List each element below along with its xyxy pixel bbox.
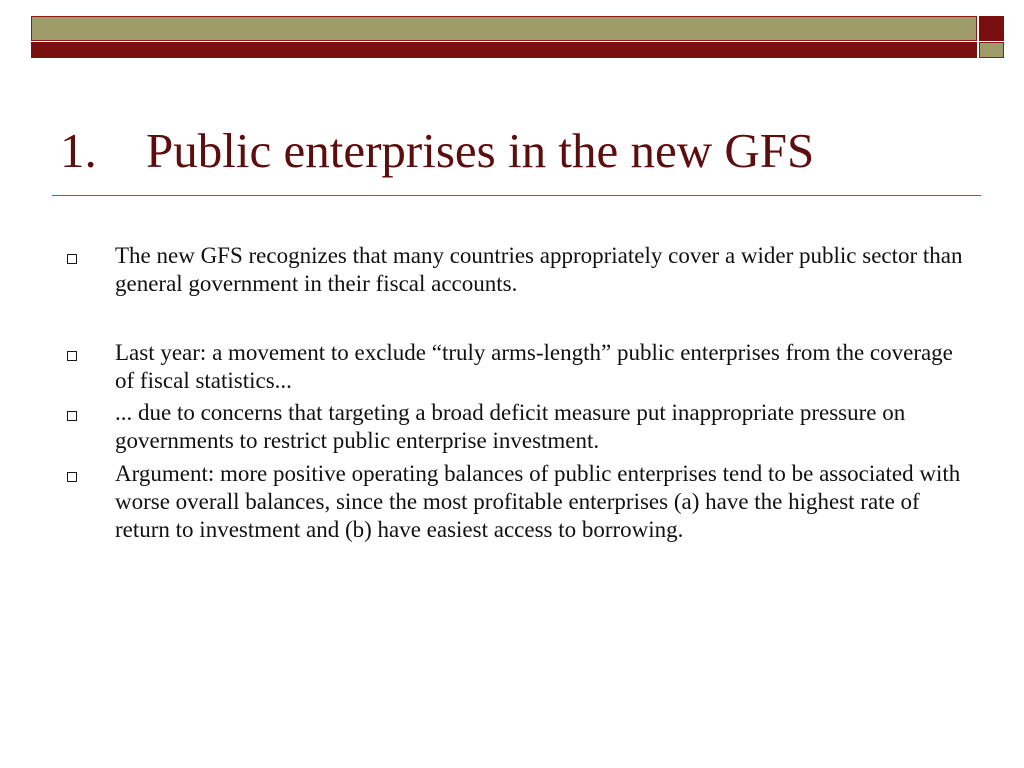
bullet-text: Argument: more positive operating balances of public enterprises tend to be associated with worse overall balances, since the most profitable enterprises (a) have the highest rate of return to investment and (b) have easiest access to borrowing. bbox=[115, 461, 961, 542]
hollow-square-icon bbox=[67, 472, 77, 482]
bullet-text: Last year: a movement to exclude “truly arms-length” public enterprises from the coverage of fiscal statistics... bbox=[115, 340, 953, 393]
title-number: 1. bbox=[60, 123, 97, 178]
bullet-text: The new GFS recognizes that many countries appropriately cover a wider public sector than general government in their fiscal accounts. bbox=[115, 243, 963, 296]
hollow-square-icon bbox=[67, 351, 77, 361]
title-divider bbox=[52, 195, 981, 196]
bullet-text: ... due to concerns that targeting a broad deficit measure put inappropriate pressure on governments to restrict public enterprise investment. bbox=[115, 400, 906, 453]
slide-title bbox=[60, 118, 990, 184]
header-bar-olive bbox=[31, 16, 977, 41]
header-square-olive bbox=[979, 42, 1004, 58]
hollow-square-icon bbox=[67, 411, 77, 421]
header-bar-red bbox=[31, 42, 977, 58]
title-text: Public enterprises in the new GFS bbox=[146, 123, 815, 178]
header-square-red bbox=[979, 16, 1004, 41]
hollow-square-icon bbox=[67, 254, 77, 264]
